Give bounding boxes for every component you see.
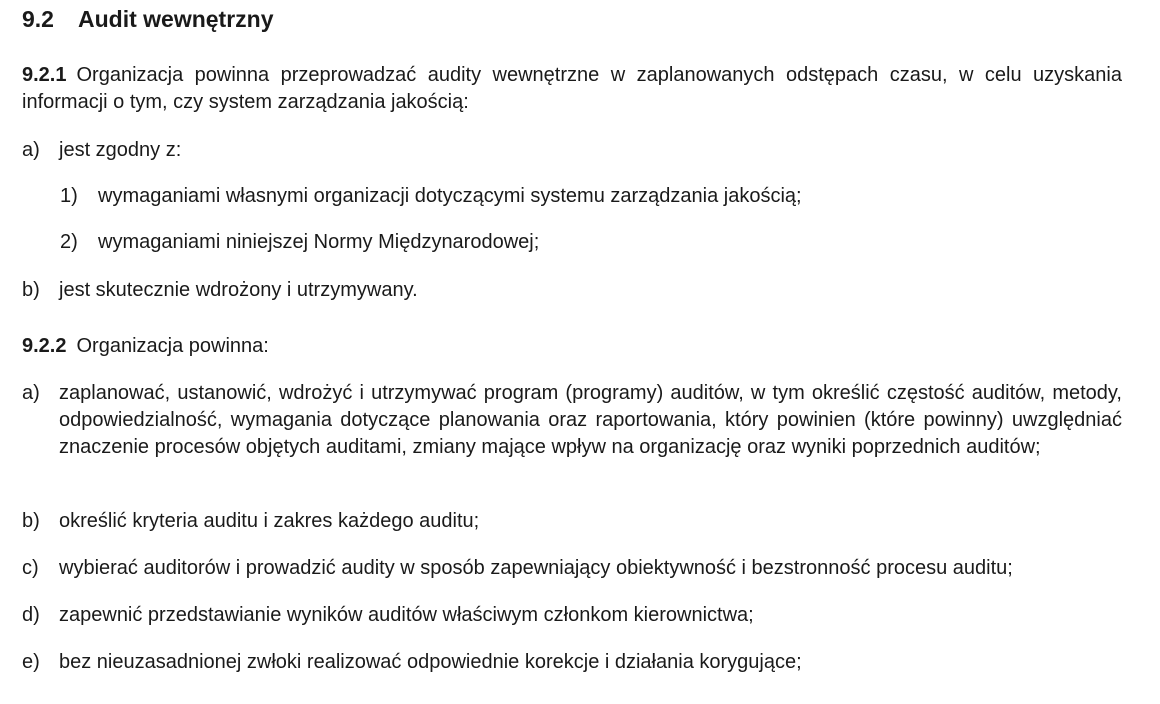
section-heading (22, 4, 274, 34)
clause-number: 9.2.2 (22, 335, 67, 357)
section-number: 9.2 (22, 6, 54, 32)
item-label: a) (22, 139, 40, 161)
item-text: bez nieuzasadnionej zwłoki realizować odpowiednie korekcje i działania korygujące; (59, 651, 802, 673)
item-text: wybierać auditorów i prowadzić audity w sposób zapewniający obiektywność i bezstronność procesu auditu; (59, 557, 1013, 579)
item-text: jest zgodny z: (59, 139, 182, 161)
clause-text: Organizacja powinna: (76, 335, 269, 357)
item-text: wymaganiami własnymi organizacji dotyczącymi systemu zarządzania jakością; (98, 185, 802, 207)
clause-text: Organizacja powinna przeprowadzać audity wewnętrzne w zaplanowanych odstępach czasu, w celu uzyskania informacji o tym, czy system zarządzania jakością: (22, 64, 1122, 113)
item-label: c) (22, 557, 39, 579)
item-label: a) (22, 382, 40, 404)
section-title: Audit wewnętrzny (78, 6, 274, 32)
item-label: 2) (60, 231, 78, 253)
item-label: e) (22, 651, 40, 673)
item-text: zapewnić przedstawianie wyników auditów właściwym członkom kierownictwa; (59, 604, 754, 626)
item-text: zaplanować, ustanowić, wdrożyć i utrzymywać program (programy) auditów, w tym określić częstość auditów, metody, odpowiedzialność, wymagania dotyczące planowania oraz raportowania, który powinien (które powinny) uwzględniać znaczenie procesów objętych auditami, zmiany mające wpływ na organizację oraz wyniki poprzednich auditów; (59, 382, 1122, 458)
clause-9-2-2 (22, 333, 1122, 360)
item-label: d) (22, 604, 40, 626)
clause-9-2-1 (22, 62, 1122, 116)
item-label: b) (22, 279, 40, 301)
item-label: 1) (60, 185, 78, 207)
clause-number: 9.2.1 (22, 64, 67, 86)
item-text: jest skutecznie wdrożony i utrzymywany. (59, 279, 418, 301)
item-text: określić kryteria auditu i zakres każdego auditu; (59, 510, 480, 532)
item-text: wymaganiami niniejszej Normy Międzynarodowej; (98, 231, 540, 253)
item-label: b) (22, 510, 40, 532)
